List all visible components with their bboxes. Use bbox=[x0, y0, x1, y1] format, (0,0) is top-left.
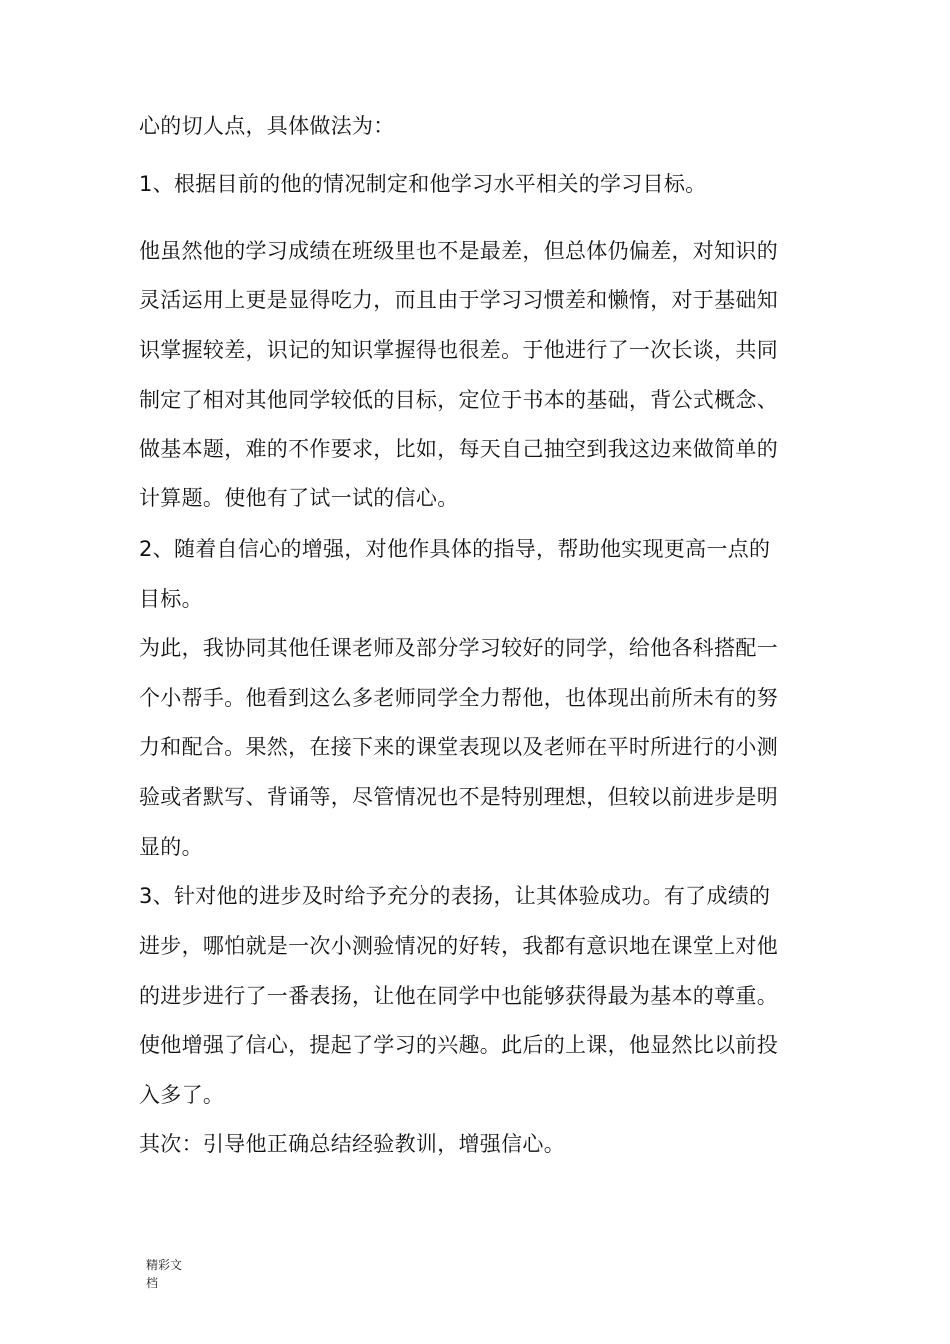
footer-text-1: 精彩文 bbox=[146, 1258, 183, 1272]
text-line-16: 3、针对他的进步及时给予充分的表扬，让其体验成功。有了成绩的 bbox=[139, 884, 771, 908]
text-line-5: 识掌握较差，识记的知识掌握得也很差。于他进行了一次长谈，共同 bbox=[139, 338, 778, 362]
text-line-4: 灵活运用上更是显得吃力，而且由于学习习惯差和懒惰，对于基础知 bbox=[139, 288, 778, 312]
text-line-13: 力和配合。果然，在接下来的课堂表现以及老师在平时所进行的小测 bbox=[139, 735, 778, 759]
text-line-19: 使他增强了信心，提起了学习的兴趣。此后的上课，他显然比以前投 bbox=[139, 1033, 778, 1057]
text-line-14: 验或者默写、背诵等，尽管情况也不是特别理想，但较以前进步是明 bbox=[139, 785, 778, 809]
text-line-18: 的进步进行了一番表扬，让他在同学中也能够获得最为基本的尊重。 bbox=[139, 984, 778, 1008]
text-line-12: 个小帮手。他看到这么多老师同学全力帮他，也体现出前所未有的努 bbox=[139, 686, 778, 710]
text-line-2: 1、根据目前的他的情况制定和他学习水平相关的学习目标。 bbox=[139, 172, 707, 196]
text-line-17: 进步，哪怕就是一次小测验情况的好转，我都有意识地在课堂上对他 bbox=[139, 934, 778, 958]
text-line-11: 为此，我协同其他任课老师及部分学习较好的同学，给他各科搭配一 bbox=[139, 636, 778, 660]
text-line-7: 做基本题，难的不作要求，比如，每天自己抽空到我这边来做简单的 bbox=[139, 437, 778, 461]
text-line-6: 制定了相对其他同学较低的目标，定位于书本的基础，背公式概念、 bbox=[139, 388, 778, 412]
text-line-10: 目标。 bbox=[139, 587, 203, 611]
text-line-21: 其次：引导他正确总结经验教训，增强信心。 bbox=[139, 1132, 565, 1156]
text-line-3: 他虽然他的学习成绩在班级里也不是最差，但总体仍偏差，对知识的 bbox=[139, 239, 778, 263]
footer-text-2: 档 bbox=[146, 1276, 159, 1290]
text-line-9: 2、随着自信心的增强，对他作具体的指导，帮助他实现更高一点的 bbox=[139, 537, 771, 561]
page-footer bbox=[146, 1256, 194, 1292]
text-line-15: 显的。 bbox=[139, 835, 203, 859]
text-line-8: 计算题。使他有了试一试的信心。 bbox=[139, 486, 459, 510]
text-line-1: 心的切人点，具体做法为： bbox=[139, 114, 395, 138]
text-line-20: 入多了。 bbox=[139, 1083, 225, 1107]
